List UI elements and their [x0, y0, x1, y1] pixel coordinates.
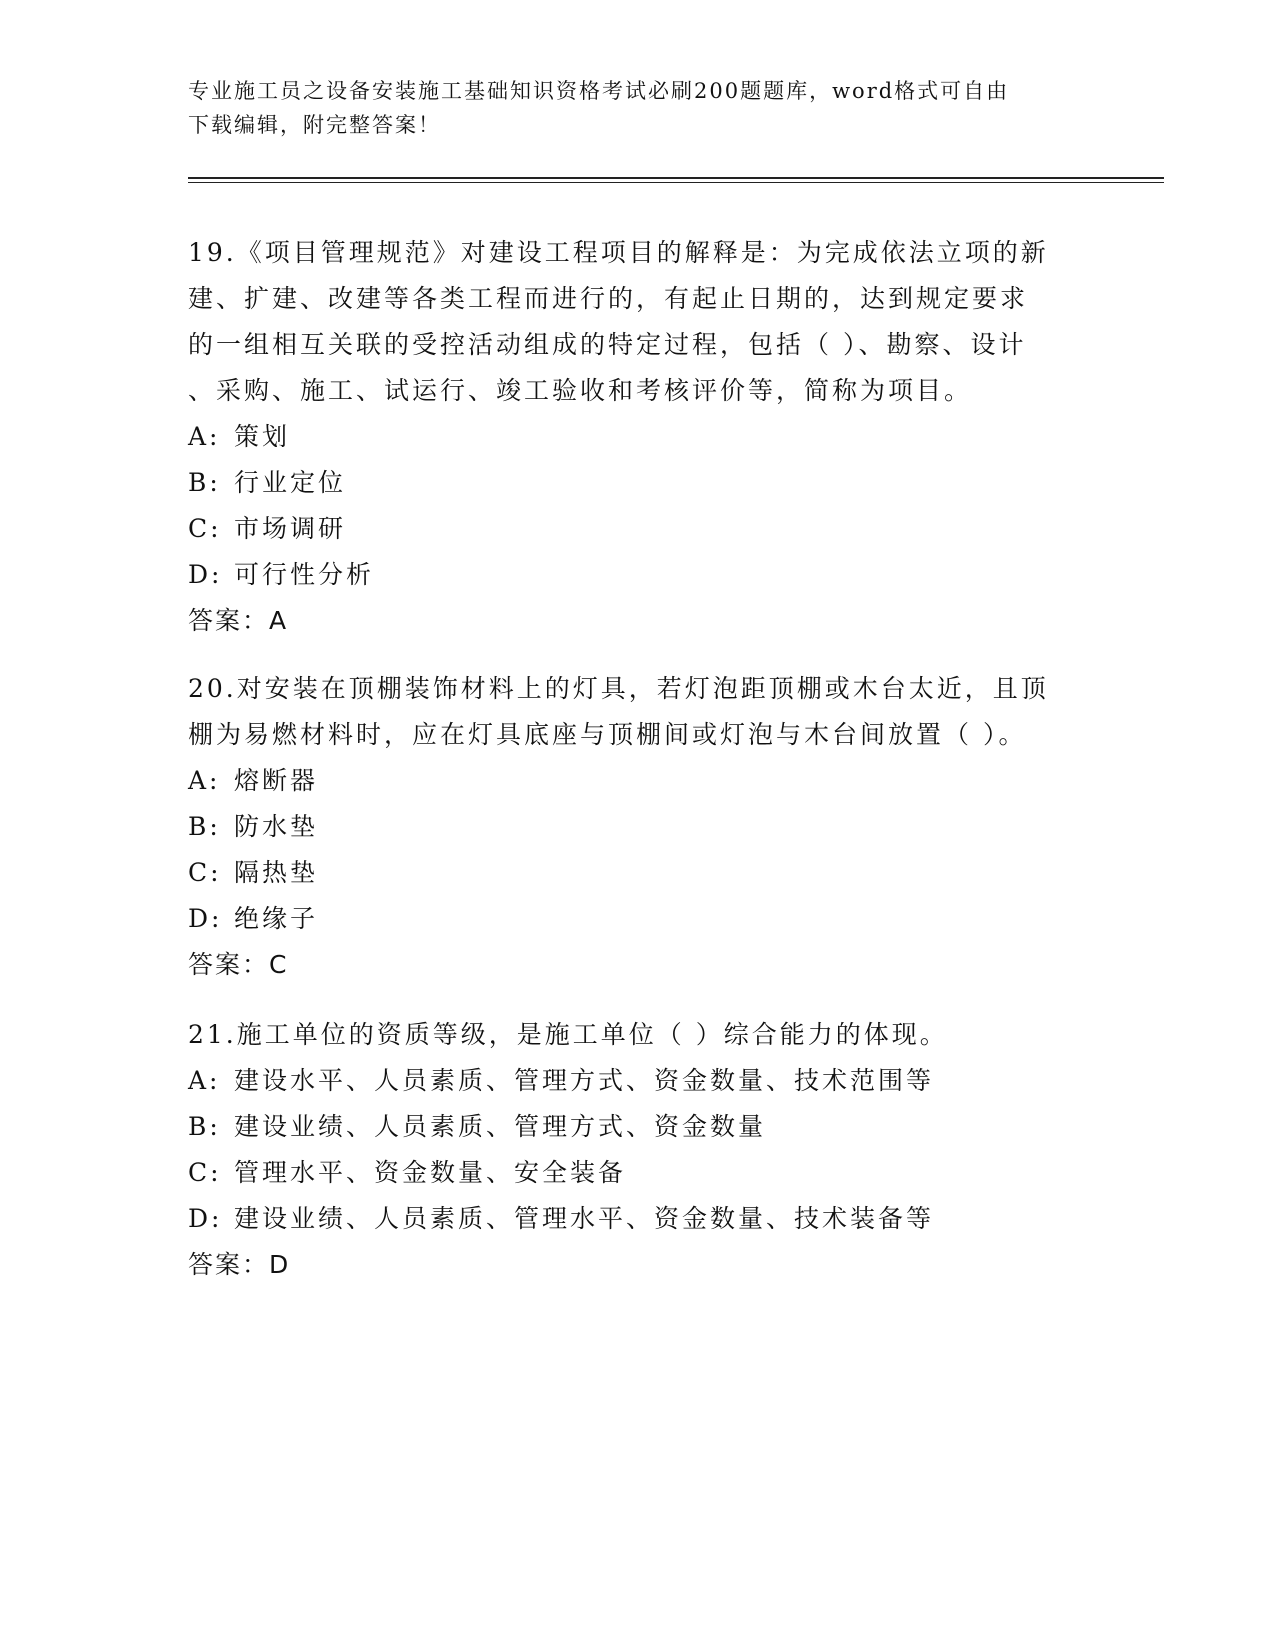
option-key: A:: [188, 422, 221, 451]
option-d: [188, 552, 1088, 598]
option-text: 建设水平、人员素质、管理方式、资金数量、技术范围等: [234, 1066, 935, 1095]
option-d: [188, 896, 1088, 942]
option-text: 熔断器: [234, 766, 319, 795]
option-key: D:: [188, 560, 223, 589]
option-key: D:: [188, 904, 223, 933]
question-stem-line: 建、扩建、改建等各类工程而进行的，有起止日期的，达到规定要求: [188, 284, 1029, 313]
option-b: [188, 1104, 1088, 1150]
question-20: [188, 666, 1088, 988]
option-text: 隔热垫: [234, 858, 319, 887]
option-key: C:: [188, 858, 222, 887]
header-divider-thick: [188, 177, 1164, 179]
option-text: 绝缘子: [234, 904, 319, 933]
header-line-2: 下载编辑，附完整答案！: [188, 113, 441, 137]
question-stem-line: 、采购、施工、试运行、竣工验收和考核评价等，简称为项目。: [188, 376, 973, 405]
option-key: B:: [188, 468, 221, 497]
option-c: [188, 506, 1088, 552]
option-key: D:: [188, 1204, 223, 1233]
question-stem-line: 20.对安装在顶棚装饰材料上的灯具，若灯泡距顶棚或木台太近，且顶: [188, 674, 1049, 703]
option-a: [188, 758, 1088, 804]
option-text: 管理水平、资金数量、安全装备: [234, 1158, 627, 1187]
option-text: 行业定位: [234, 468, 347, 497]
option-key: A:: [188, 1066, 221, 1095]
document-header: [188, 74, 1088, 142]
option-text: 可行性分析: [234, 560, 375, 589]
option-key: C:: [188, 514, 222, 543]
option-b: [188, 460, 1088, 506]
option-text: 建设业绩、人员素质、管理方式、资金数量: [234, 1112, 767, 1141]
option-a: [188, 414, 1088, 460]
option-b: [188, 804, 1088, 850]
question-stem-line: 19.《项目管理规范》对建设工程项目的解释是：为完成依法立项的新: [188, 238, 1049, 267]
question-19: [188, 230, 1088, 644]
option-key: C:: [188, 1158, 222, 1187]
option-text: 防水垫: [234, 812, 319, 841]
question-21: [188, 1012, 1088, 1288]
question-stem-line: 棚为易燃材料时，应在灯具底座与顶棚间或灯泡与木台间放置（ ）。: [188, 720, 1027, 749]
header-divider-thin: [188, 182, 1164, 183]
answer: 答案：D: [188, 1250, 291, 1279]
option-d: [188, 1196, 1088, 1242]
option-a: [188, 1058, 1088, 1104]
option-text: 市场调研: [234, 514, 347, 543]
question-stem-line: 的一组相互关联的受控活动组成的特定过程，包括（ ）、勘察、设计: [188, 330, 1027, 359]
option-text: 策划: [234, 422, 291, 451]
option-key: B:: [188, 812, 221, 841]
option-key: B:: [188, 1112, 221, 1141]
option-c: [188, 1150, 1088, 1196]
option-text: 建设业绩、人员素质、管理水平、资金数量、技术装备等: [234, 1204, 935, 1233]
answer: 答案：A: [188, 606, 289, 635]
header-line-1: 专业施工员之设备安装施工基础知识资格考试必刷200题题库，word格式可自由: [188, 79, 1010, 103]
answer: 答案：C: [188, 950, 289, 979]
option-c: [188, 850, 1088, 896]
option-key: A:: [188, 766, 221, 795]
question-stem-line: 21.施工单位的资质等级，是施工单位（ ）综合能力的体现。: [188, 1020, 948, 1049]
